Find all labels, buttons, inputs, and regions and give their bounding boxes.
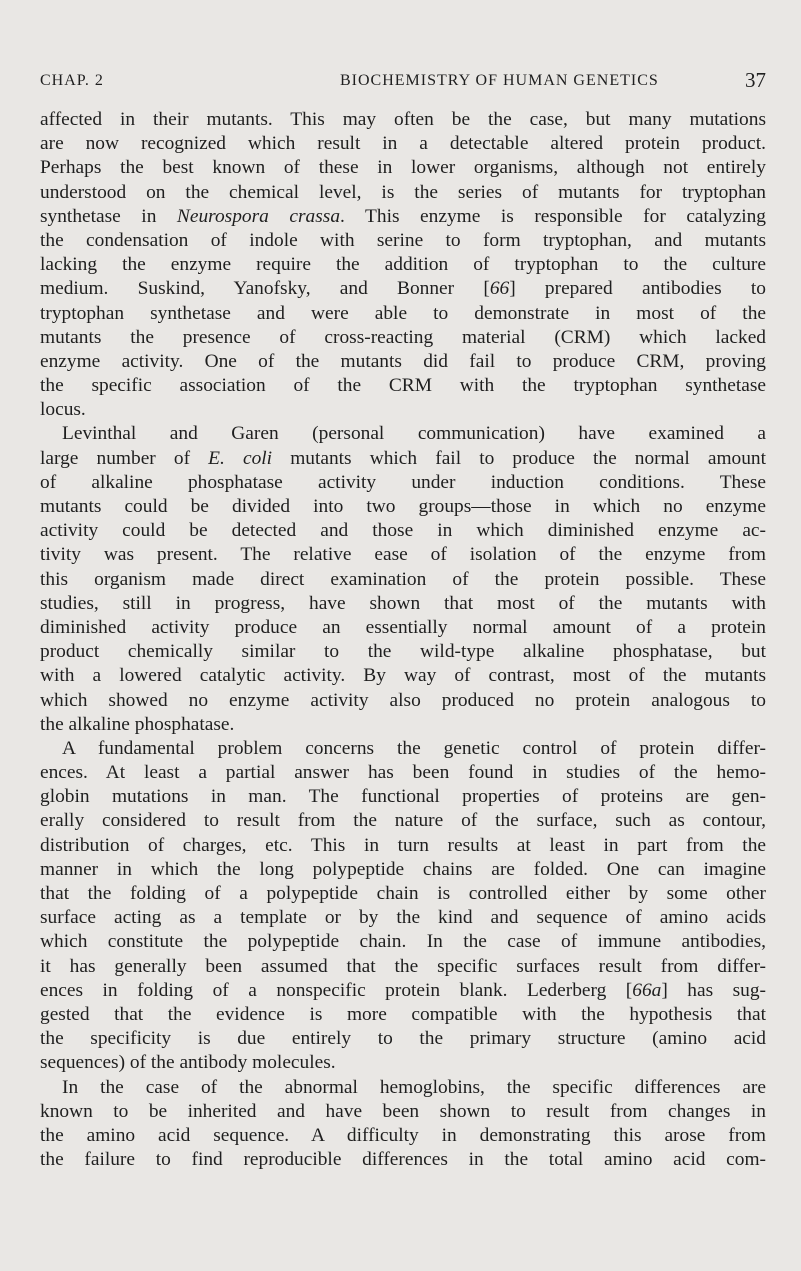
text-line: tryptophan synthetase and were able to demonstrate in most of the	[40, 302, 766, 324]
text-line: of alkaline phosphatase activity under induction conditions. These	[40, 471, 766, 493]
text-line: which constitute the polypeptide chain. In the case of immune antibodies,	[40, 931, 766, 953]
text-line: ences. At least a partial answer has been found in studies of the hemo-	[40, 762, 766, 784]
text-line: the amino acid sequence. A difficulty in demonstrating this arose from	[40, 1124, 766, 1146]
paragraph	[40, 1076, 766, 1173]
text-line: are now recognized which result in a detectable altered protein product.	[40, 133, 766, 155]
text-line: the specific association of the CRM with the tryptophan synthetase	[40, 375, 766, 397]
body-text	[40, 108, 766, 1172]
text-line: manner in which the long polypeptide chains are folded. One can imagine	[40, 858, 766, 880]
text-line: the failure to find reproducible differences in the total amino acid com-	[40, 1149, 766, 1171]
text-line: Perhaps the best known of these in lower organisms, although not entirely	[40, 157, 766, 179]
text-line: tivity was present. The relative ease of isolation of the enzyme from	[40, 544, 766, 566]
paragraph	[40, 422, 766, 736]
text-line: lacking the enzyme require the addition of tryptophan to the culture	[40, 254, 766, 276]
text-line: locus.	[40, 399, 86, 421]
text-line: ences in folding of a nonspecific protein blank. Lederberg [66a] has sug-	[40, 979, 767, 1001]
paragraph	[40, 108, 766, 422]
text-line: A fundamental problem concerns the genetic control of protein differ-	[62, 737, 766, 759]
text-line: studies, still in progress, have shown that most of the mutants with	[40, 592, 766, 614]
text-line: the condensation of indole with serine to form tryptophan, and mutants	[40, 229, 766, 251]
text-line: Levinthal and Garen (personal communication) have examined a	[62, 423, 766, 445]
text-line: medium. Suskind, Yanofsky, and Bonner [66] prepared antibodies to	[40, 278, 767, 300]
text-line: the specificity is due entirely to the primary structure (amino acid	[40, 1028, 766, 1050]
text-line: sequences) of the antibody molecules.	[40, 1052, 336, 1074]
text-line: understood on the chemical level, is the series of mutants for tryptophan	[40, 181, 766, 203]
paragraph	[40, 737, 766, 1076]
text-line: that the folding of a polypeptide chain is controlled either by some other	[40, 883, 766, 904]
text-line: enzyme activity. One of the mutants did fail to produce CRM, proving	[40, 350, 766, 372]
text-line: this organism made direct examination of the protein possible. These	[40, 568, 766, 590]
text-line: with a lowered catalytic activity. By way of contrast, most of the mutants	[40, 665, 766, 687]
text-line: mutants the presence of cross-reacting material (CRM) which lacked	[40, 326, 766, 348]
text-line: synthetase in Neurospora crassa. This enzyme is responsible for catalyzing	[40, 205, 766, 227]
text-line: In the case of the abnormal hemoglobins, the specific differences are	[62, 1076, 766, 1098]
text-line: activity could be detected and those in which diminished enzyme ac-	[40, 520, 766, 542]
text-line: which showed no enzyme activity also produced no protein analogous to	[40, 689, 766, 711]
text-line: gested that the evidence is more compatible with the hypothesis that	[40, 1003, 766, 1025]
text-line: known to be inherited and have been shown to result from changes in	[40, 1100, 766, 1122]
text-line: it has generally been assumed that the specific surfaces result from differ-	[40, 955, 766, 977]
text-line: globin mutations in man. The functional properties of proteins are gen-	[40, 786, 766, 808]
chapter-label: CHAP. 2	[40, 72, 104, 89]
text-line: the alkaline phosphatase.	[40, 713, 235, 735]
text-line: surface acting as a template or by the kind and sequence of amino acids	[40, 907, 766, 929]
text-line: diminished activity produce an essentially normal amount of a protein	[40, 616, 766, 638]
text-line: mutants could be divided into two groups—those in which no enzyme	[40, 496, 766, 517]
text-line: distribution of charges, etc. This in turn results at least in part from the	[40, 834, 766, 856]
running-header	[40, 68, 766, 94]
text-line: affected in their mutants. This may often be the case, but many mutations	[40, 109, 766, 130]
running-title: BIOCHEMISTRY OF HUMAN GENETICS	[340, 72, 659, 89]
page-number: 37	[745, 68, 766, 92]
text-line: large number of E. coli mutants which fail to produce the normal amount	[40, 447, 767, 469]
text-line: erally considered to result from the nature of the surface, such as contour,	[40, 810, 766, 832]
text-line: product chemically similar to the wild-type alkaline phosphatase, but	[40, 641, 766, 663]
